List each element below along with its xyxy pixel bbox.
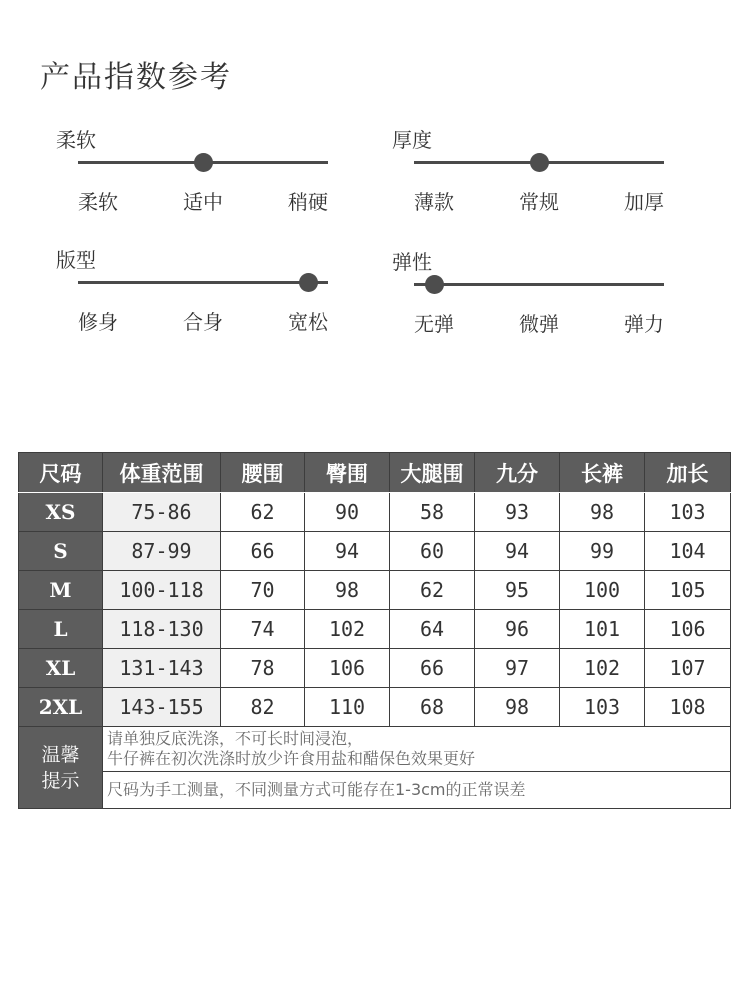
weight-cell: 87-99	[103, 532, 221, 571]
index-track	[78, 281, 328, 284]
index-thickness	[392, 128, 664, 214]
page-title: 产品指数参考	[40, 60, 232, 95]
table-cell: 93	[475, 493, 560, 532]
table-cell: 98	[305, 571, 390, 610]
table-cell: 98	[560, 493, 645, 532]
table-cell: 82	[221, 688, 305, 727]
index-option: 稍硬	[288, 190, 328, 214]
index-track	[414, 283, 664, 286]
tips-label-line: 温馨	[41, 743, 80, 766]
table-cell: 94	[305, 532, 390, 571]
size-cell: XS	[19, 493, 103, 532]
table-cell: 66	[221, 532, 305, 571]
index-option: 合身	[183, 310, 223, 334]
table-cell: 102	[305, 610, 390, 649]
tips-label-line: 提示	[41, 769, 80, 792]
table-cell: 97	[475, 649, 560, 688]
table-cell: 96	[475, 610, 560, 649]
index-fit	[56, 248, 328, 334]
care-tip-line: 请单独反底洗涤，不可长时间浸泡，	[107, 729, 364, 748]
table-cell: 62	[390, 571, 475, 610]
table-row	[19, 688, 731, 727]
table-header-cell: 大腿围	[390, 453, 475, 493]
index-label: 厚度	[392, 128, 432, 152]
table-cell: 66	[390, 649, 475, 688]
table-header-cell: 长裤	[560, 453, 645, 493]
size-table	[18, 452, 731, 809]
care-tip	[103, 727, 731, 772]
table-header-cell: 九分	[475, 453, 560, 493]
table-cell: 102	[560, 649, 645, 688]
index-label: 版型	[56, 248, 96, 272]
table-header-cell: 尺码	[19, 453, 103, 493]
table-cell: 99	[560, 532, 645, 571]
weight-cell: 143-155	[103, 688, 221, 727]
table-cell: 110	[305, 688, 390, 727]
table-cell: 90	[305, 493, 390, 532]
measure-tip: 尺码为手工测量，不同测量方式可能存在1-3cm的正常误差	[103, 772, 731, 809]
size-cell: L	[19, 610, 103, 649]
tips-row	[19, 772, 731, 809]
table-cell: 60	[390, 532, 475, 571]
size-cell: XL	[19, 649, 103, 688]
weight-cell: 100-118	[103, 571, 221, 610]
table-cell: 70	[221, 571, 305, 610]
table-header-cell: 臀围	[305, 453, 390, 493]
weight-cell: 118-130	[103, 610, 221, 649]
index-marker	[530, 153, 549, 172]
size-cell: S	[19, 532, 103, 571]
care-tip-line: 牛仔裤在初次洗涤时放少许食用盐和醋保色效果更好	[107, 749, 476, 768]
table-row	[19, 649, 731, 688]
index-softness	[56, 128, 328, 214]
table-cell: 64	[390, 610, 475, 649]
table-cell: 95	[475, 571, 560, 610]
index-label: 柔软	[56, 128, 96, 152]
index-option: 无弹	[414, 312, 454, 336]
index-option: 微弹	[519, 312, 559, 336]
table-cell: 94	[475, 532, 560, 571]
index-option: 适中	[183, 190, 223, 214]
table-cell: 78	[221, 649, 305, 688]
table-header-cell: 加长	[645, 453, 731, 493]
table-cell: 100	[560, 571, 645, 610]
table-cell: 104	[645, 532, 731, 571]
tips-row	[19, 727, 731, 772]
index-option: 弹力	[624, 312, 664, 336]
index-marker	[299, 273, 318, 292]
index-option: 常规	[519, 190, 559, 214]
table-cell: 107	[645, 649, 731, 688]
table-cell: 98	[475, 688, 560, 727]
table-row	[19, 610, 731, 649]
table-cell: 74	[221, 610, 305, 649]
index-label: 弹性	[392, 250, 432, 274]
size-cell: M	[19, 571, 103, 610]
table-cell: 103	[645, 493, 731, 532]
table-row	[19, 532, 731, 571]
table-cell: 62	[221, 493, 305, 532]
tips-label	[19, 727, 103, 809]
table-cell: 105	[645, 571, 731, 610]
table-header-cell: 腰围	[221, 453, 305, 493]
table-cell: 58	[390, 493, 475, 532]
index-option: 柔软	[78, 190, 118, 214]
index-marker	[425, 275, 444, 294]
index-marker	[194, 153, 213, 172]
index-option: 加厚	[624, 190, 664, 214]
table-header-row	[19, 453, 731, 493]
size-cell: 2XL	[19, 688, 103, 727]
table-cell: 101	[560, 610, 645, 649]
table-row	[19, 493, 731, 532]
weight-cell: 131-143	[103, 649, 221, 688]
weight-cell: 75-86	[103, 493, 221, 532]
index-option: 修身	[78, 310, 118, 334]
index-option: 薄款	[414, 190, 454, 214]
table-cell: 68	[390, 688, 475, 727]
table-cell: 103	[560, 688, 645, 727]
table-cell: 108	[645, 688, 731, 727]
table-row	[19, 571, 731, 610]
table-header-cell: 体重范围	[103, 453, 221, 493]
table-cell: 106	[645, 610, 731, 649]
index-option: 宽松	[288, 310, 328, 334]
index-elasticity	[392, 250, 664, 336]
table-cell: 106	[305, 649, 390, 688]
